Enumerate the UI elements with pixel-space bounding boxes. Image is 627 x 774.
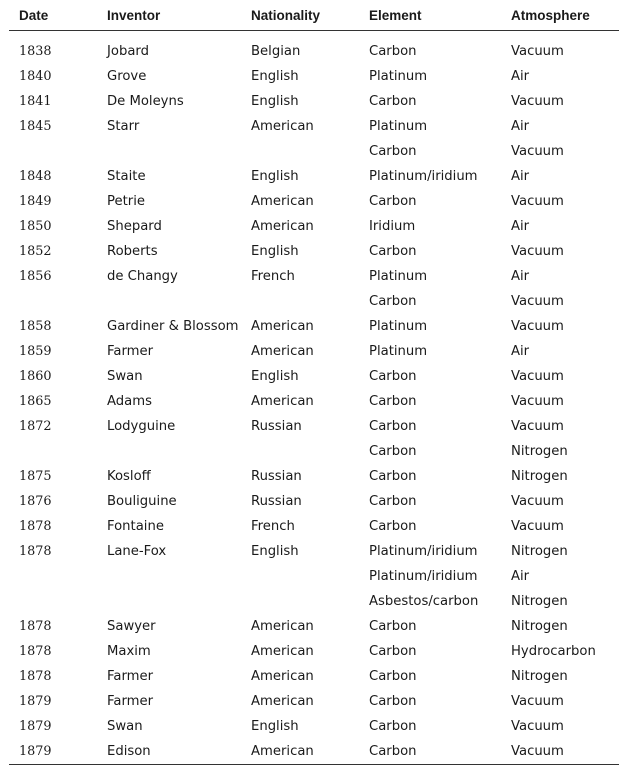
cell-element: Platinum: [369, 269, 428, 284]
cell-element: Carbon: [369, 469, 417, 484]
table-row: [9, 364, 619, 389]
cell-atmosphere: Air: [511, 169, 530, 184]
cell-inventor: Grove: [107, 69, 147, 84]
cell-element: Carbon: [369, 144, 417, 159]
cell-atmosphere: Nitrogen: [511, 544, 568, 559]
cell-inventor: [97, 139, 241, 164]
header-date: Date: [9, 0, 97, 31]
cell-date: 1879: [19, 694, 52, 709]
cell-date: 1878: [19, 544, 52, 559]
table-row: [9, 214, 619, 239]
cell-element: Platinum/iridium: [369, 544, 478, 559]
cell-nationality: American: [251, 194, 314, 209]
cell-element: Carbon: [369, 619, 417, 634]
cell-atmosphere: Air: [511, 569, 530, 584]
cell-atmosphere: Nitrogen: [511, 594, 568, 609]
cell-atmosphere: Vacuum: [511, 494, 564, 509]
cell-element: Platinum: [369, 119, 428, 134]
cell-inventor: Farmer: [107, 344, 154, 359]
table-row: [9, 439, 619, 464]
cell-inventor: [97, 439, 241, 464]
cell-inventor: Jobard: [107, 44, 149, 59]
cell-element: Iridium: [369, 219, 416, 234]
table-row: [9, 489, 619, 514]
table-row: [9, 114, 619, 139]
cell-atmosphere: Air: [511, 119, 530, 134]
cell-nationality: French: [251, 519, 295, 534]
cell-inventor: Bouliguine: [107, 494, 177, 509]
cell-inventor: Lane-Fox: [107, 544, 167, 559]
cell-date: 1856: [19, 269, 52, 284]
cell-date: 1878: [19, 519, 52, 534]
cell-inventor: [97, 564, 241, 589]
header-nationality: Nationality: [241, 0, 359, 31]
table-row: [9, 289, 619, 314]
cell-element: Carbon: [369, 369, 417, 384]
cell-atmosphere: Nitrogen: [511, 444, 568, 459]
cell-atmosphere: Nitrogen: [511, 669, 568, 684]
cell-inventor: Kosloff: [107, 469, 151, 484]
cell-atmosphere: Vacuum: [511, 94, 564, 109]
cell-inventor: Gardiner & Blossom: [107, 319, 239, 334]
header-atmosphere: Atmosphere: [501, 0, 619, 31]
cell-nationality: English: [251, 544, 299, 559]
cell-date: [9, 589, 97, 614]
table-row: [9, 639, 619, 664]
cell-inventor: Farmer: [107, 669, 154, 684]
cell-atmosphere: Air: [511, 69, 530, 84]
cell-date: 1845: [19, 119, 52, 134]
cell-element: Carbon: [369, 644, 417, 659]
cell-nationality: American: [251, 644, 314, 659]
table-row: [9, 389, 619, 414]
cell-element: Carbon: [369, 94, 417, 109]
cell-nationality: English: [251, 719, 299, 734]
cell-atmosphere: Air: [511, 344, 530, 359]
cell-inventor: [97, 589, 241, 614]
cell-date: 1865: [19, 394, 52, 409]
cell-inventor: Maxim: [107, 644, 151, 659]
cell-nationality: [241, 289, 359, 314]
cell-inventor: Swan: [107, 719, 143, 734]
cell-nationality: American: [241, 739, 359, 765]
cell-atmosphere: Vacuum: [511, 194, 564, 209]
cell-element: Carbon: [369, 494, 417, 509]
cell-date: 1849: [19, 194, 52, 209]
cell-nationality: French: [251, 269, 295, 284]
table-row: [9, 64, 619, 89]
cell-atmosphere: Vacuum: [511, 319, 564, 334]
cell-inventor: Petrie: [107, 194, 145, 209]
cell-inventor: Edison: [97, 739, 241, 765]
cell-atmosphere: Air: [511, 269, 530, 284]
cell-date: 1860: [19, 369, 52, 384]
cell-date: [9, 439, 97, 464]
cell-element: Carbon: [369, 394, 417, 409]
cell-nationality: American: [251, 669, 314, 684]
table-row: [9, 31, 619, 65]
table-row: [9, 514, 619, 539]
cell-atmosphere: Vacuum: [511, 419, 564, 434]
table-row: [9, 539, 619, 564]
cell-date: 1875: [19, 469, 52, 484]
cell-atmosphere: Vacuum: [511, 294, 564, 309]
cell-element: Asbestos/carbon: [369, 594, 479, 609]
cell-date: 1858: [19, 319, 52, 334]
table-row: [9, 239, 619, 264]
cell-nationality: [241, 564, 359, 589]
cell-inventor: Shepard: [107, 219, 162, 234]
table-row: [9, 739, 619, 765]
table-row: [9, 464, 619, 489]
cell-nationality: American: [251, 619, 314, 634]
cell-nationality: Russian: [251, 419, 302, 434]
cell-element: Platinum: [369, 69, 428, 84]
cell-element: Carbon: [369, 694, 417, 709]
table-row: [9, 164, 619, 189]
table-row: [9, 714, 619, 739]
cell-element: Carbon: [369, 44, 417, 59]
cell-atmosphere: Vacuum: [511, 144, 564, 159]
cell-nationality: American: [251, 694, 314, 709]
cell-nationality: American: [251, 319, 314, 334]
cell-element: Carbon: [369, 444, 417, 459]
cell-nationality: English: [251, 244, 299, 259]
cell-date: 1878: [19, 669, 52, 684]
cell-inventor: Fontaine: [107, 519, 164, 534]
table-row: [9, 664, 619, 689]
cell-date: 1852: [19, 244, 52, 259]
cell-date: 1879: [19, 719, 52, 734]
inventor-table: [9, 0, 619, 765]
cell-atmosphere: Vacuum: [511, 394, 564, 409]
cell-nationality: English: [251, 369, 299, 384]
cell-nationality: English: [251, 69, 299, 84]
cell-date: 1841: [19, 94, 52, 109]
header-inventor: Inventor: [97, 0, 241, 31]
cell-nationality: Russian: [251, 494, 302, 509]
cell-inventor: de Changy: [107, 269, 178, 284]
cell-date: 1878: [19, 619, 52, 634]
header-row: [9, 0, 619, 31]
cell-nationality: [241, 589, 359, 614]
cell-nationality: American: [251, 119, 314, 134]
cell-atmosphere: Vacuum: [511, 244, 564, 259]
table-row: [9, 139, 619, 164]
cell-atmosphere: Vacuum: [501, 739, 619, 765]
cell-atmosphere: Vacuum: [511, 694, 564, 709]
table-row: [9, 189, 619, 214]
cell-nationality: Russian: [251, 469, 302, 484]
table-body: [9, 31, 619, 765]
cell-date: 1872: [19, 419, 52, 434]
header-element: Element: [359, 0, 501, 31]
table-row: [9, 564, 619, 589]
cell-element: Platinum/iridium: [369, 169, 478, 184]
table-row: [9, 614, 619, 639]
cell-date: 1859: [19, 344, 52, 359]
cell-inventor: Adams: [107, 394, 152, 409]
cell-element: Carbon: [359, 739, 501, 765]
cell-element: Carbon: [369, 519, 417, 534]
cell-nationality: American: [251, 219, 314, 234]
cell-element: Platinum: [369, 319, 428, 334]
cell-element: Carbon: [369, 244, 417, 259]
cell-element: Carbon: [369, 294, 417, 309]
cell-atmosphere: Nitrogen: [511, 469, 568, 484]
cell-inventor: Starr: [107, 119, 140, 134]
table-header: [9, 0, 619, 31]
cell-inventor: Swan: [107, 369, 143, 384]
cell-element: Carbon: [369, 719, 417, 734]
cell-nationality: [241, 139, 359, 164]
cell-element: Carbon: [369, 194, 417, 209]
cell-atmosphere: Nitrogen: [511, 619, 568, 634]
inventor-table-container: [9, 0, 619, 765]
cell-element: Platinum/iridium: [369, 569, 478, 584]
table-row: [9, 414, 619, 439]
cell-element: Carbon: [369, 419, 417, 434]
cell-inventor: De Moleyns: [107, 94, 184, 109]
table-row: [9, 89, 619, 114]
cell-date: 1879: [9, 739, 97, 765]
cell-nationality: English: [251, 169, 299, 184]
cell-atmosphere: Air: [511, 219, 530, 234]
cell-date: 1848: [19, 169, 52, 184]
cell-date: 1850: [19, 219, 52, 234]
cell-inventor: [97, 289, 241, 314]
cell-atmosphere: Hydrocarbon: [511, 644, 596, 659]
cell-date: 1876: [19, 494, 52, 509]
table-row: [9, 314, 619, 339]
cell-nationality: American: [251, 394, 314, 409]
table-row: [9, 689, 619, 714]
cell-element: Platinum: [369, 344, 428, 359]
cell-date: 1838: [19, 44, 52, 59]
cell-atmosphere: Vacuum: [511, 44, 564, 59]
cell-inventor: Sawyer: [107, 619, 156, 634]
table-row: [9, 264, 619, 289]
cell-date: [9, 139, 97, 164]
cell-atmosphere: Vacuum: [511, 719, 564, 734]
cell-atmosphere: Vacuum: [511, 369, 564, 384]
cell-inventor: Lodyguine: [107, 419, 176, 434]
cell-date: [9, 289, 97, 314]
cell-nationality: Belgian: [251, 44, 301, 59]
cell-date: 1840: [19, 69, 52, 84]
cell-inventor: Farmer: [107, 694, 154, 709]
cell-nationality: English: [251, 94, 299, 109]
cell-inventor: Roberts: [107, 244, 158, 259]
cell-inventor: Staite: [107, 169, 146, 184]
cell-nationality: American: [251, 344, 314, 359]
table-row: [9, 339, 619, 364]
cell-element: Carbon: [369, 669, 417, 684]
cell-nationality: [241, 439, 359, 464]
cell-date: [9, 564, 97, 589]
table-row: [9, 589, 619, 614]
cell-atmosphere: Vacuum: [511, 519, 564, 534]
cell-date: 1878: [19, 644, 52, 659]
